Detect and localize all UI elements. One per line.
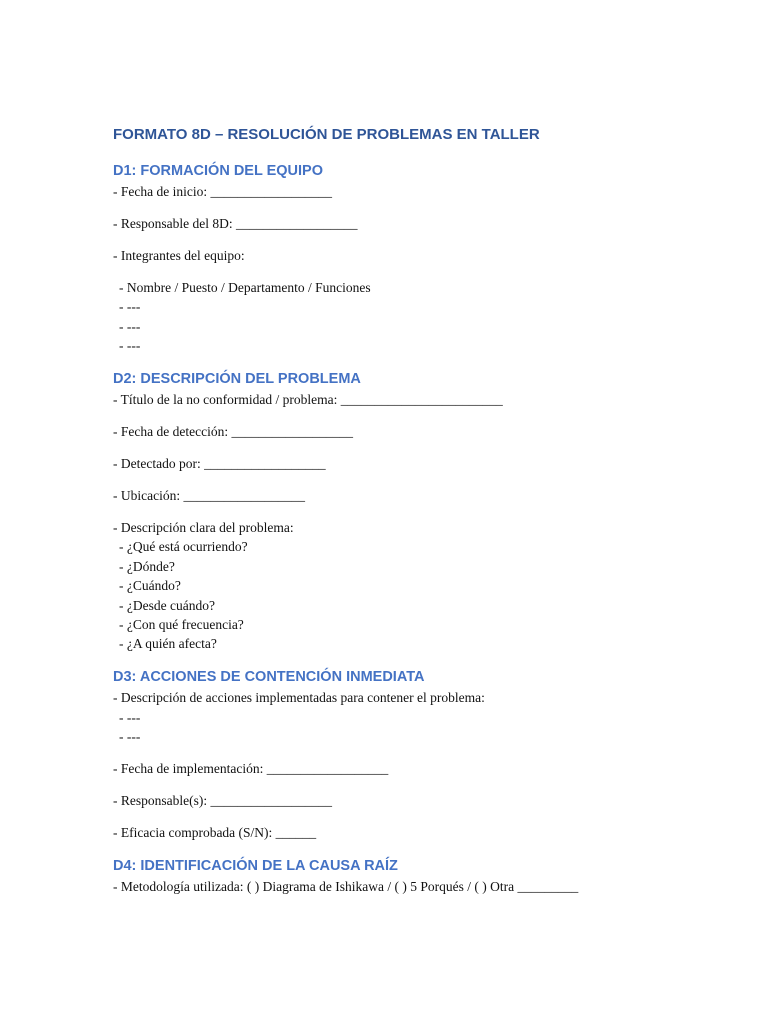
section-heading-d4: D4: IDENTIFICACIÓN DE LA CAUSA RAÍZ — [113, 858, 398, 875]
field-responsable-8d: - Responsable del 8D: __________________ — [113, 215, 358, 231]
section-heading-d2: D2: DESCRIPCIÓN DEL PROBLEMA — [113, 371, 361, 388]
field-detectado-por: - Detectado por: __________________ — [113, 456, 326, 472]
team-row: - --- — [119, 318, 141, 334]
question-item: - ¿Con qué frecuencia? — [119, 617, 244, 632]
field-fecha-deteccion: - Fecha de detección: __________________ — [113, 424, 353, 440]
question-item: - ¿A quién afecta? — [119, 636, 217, 652]
action-row: - --- — [119, 709, 141, 725]
field-titulo-no-conformidad: - Título de la no conformidad / problema: ________________________ — [113, 392, 503, 408]
section-heading-d1: D1: FORMACIÓN DEL EQUIPO — [113, 163, 323, 179]
field-metodologia: - Metodología utilizada: ( ) Diagrama de Ishikawa / ( ) 5 Porqués / ( ) Otra _________ — [113, 879, 579, 895]
field-fecha-inicio: - Fecha de inicio: __________________ — [113, 184, 332, 199]
document-page — [113, 126, 713, 896]
field-responsables: - Responsable(s): __________________ — [113, 793, 332, 809]
question-item: - ¿Desde cuándo? — [119, 597, 215, 613]
question-item: - ¿Qué está ocurriendo? — [119, 539, 248, 555]
action-row: - --- — [119, 729, 141, 745]
question-item: - ¿Dónde? — [119, 558, 175, 574]
section-heading-d3: D3: ACCIONES DE CONTENCIÓN INMEDIATA — [113, 669, 425, 686]
document-title: FORMATO 8D – RESOLUCIÓN DE PROBLEMAS EN TALLER — [113, 126, 540, 143]
field-fecha-implementacion: - Fecha de implementación: __________________ — [113, 761, 389, 777]
field-integrantes: - Integrantes del equipo: — [113, 247, 245, 263]
question-item: - ¿Cuándo? — [119, 578, 181, 594]
field-descripcion-acciones: - Descripción de acciones implementadas para contener el problema: — [113, 690, 485, 706]
field-ubicacion: - Ubicación: __________________ — [113, 488, 305, 504]
team-row: - --- — [119, 299, 141, 315]
field-descripcion-problema: - Descripción clara del problema: — [113, 520, 294, 536]
team-columns-line: - Nombre / Puesto / Departamento / Funciones — [119, 279, 371, 295]
field-eficacia-comprobada: - Eficacia comprobada (S/N): ______ — [113, 825, 317, 841]
team-row: - --- — [119, 338, 141, 354]
